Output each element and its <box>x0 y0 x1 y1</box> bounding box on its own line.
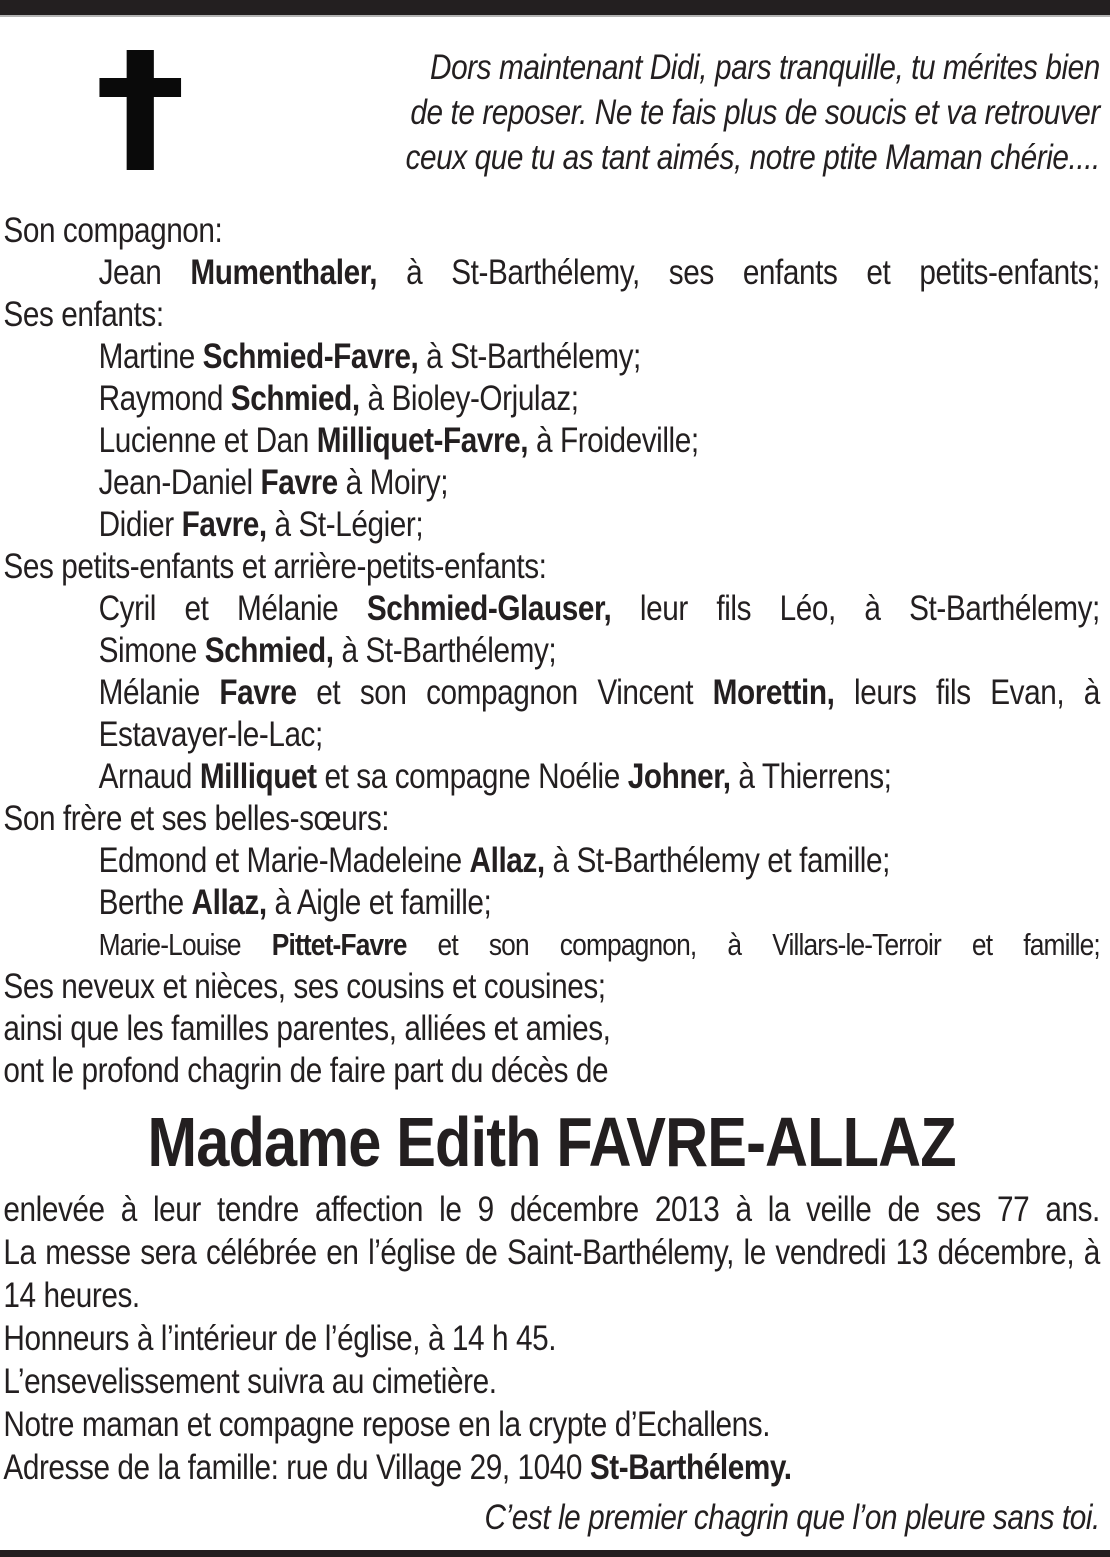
family-list <box>3 210 1100 1092</box>
family-group-label <box>3 1050 1100 1092</box>
text-segment: à Thierrens; <box>730 757 892 796</box>
text-segment: L’ensevelissement suivra au cimetière. <box>3 1362 497 1401</box>
closing-line: C’est le premier chagrin que l’on pleure sans toi. <box>484 1498 1100 1537</box>
notice-line <box>3 1188 1100 1231</box>
notice-line <box>3 924 1100 966</box>
text-segment: Cyril et Mélanie <box>98 589 367 628</box>
notice-line <box>3 1403 1100 1446</box>
epigraph <box>181 45 1100 180</box>
text-segment: à Aigle et famille; <box>266 883 492 922</box>
family-name-bold: Favre <box>219 673 297 712</box>
announcement <box>3 1188 1100 1489</box>
family-group-label <box>3 294 1100 336</box>
text-segment: Ses neveux et nièces, ses cousins et cousines; <box>3 967 606 1006</box>
family-name-bold: Schmied, <box>230 379 360 418</box>
text-segment: leurs fils Evan, à Estavayer-le-Lac; <box>98 673 1100 754</box>
notice-line <box>3 882 1100 924</box>
text-segment: Martine <box>98 337 203 376</box>
text-segment: Son compagnon: <box>3 211 223 250</box>
family-name-bold: Schmied-Favre, <box>202 337 419 376</box>
text-segment: et sa compagne Noélie <box>316 757 628 796</box>
family-name-bold: Johner, <box>627 757 731 796</box>
text-segment: à Froideville; <box>528 421 699 460</box>
epigraph-line: Dors maintenant Didi, pars tranquille, tu mérites bien <box>430 48 1100 87</box>
notice-line <box>3 756 1100 798</box>
text-segment: à Moiry; <box>337 463 449 502</box>
text-segment: ainsi que les familles parentes, alliées et amies, <box>3 1009 611 1048</box>
text-segment: Honneurs à l’intérieur de l’église, à 14 h 45. <box>3 1319 557 1358</box>
family-group-label <box>3 966 1100 1008</box>
notice-line <box>3 1446 1100 1489</box>
notice-line <box>3 252 1100 294</box>
text-segment: à St-Légier; <box>266 505 424 544</box>
text-segment: et son compagnon Vincent <box>296 673 713 712</box>
family-name-bold: Pittet-Favre <box>271 927 407 962</box>
text-segment: Jean <box>98 253 191 292</box>
family-name-bold: Mumenthaler, <box>190 253 378 292</box>
text-segment: Marie-Louise <box>98 927 272 962</box>
text-segment: Berthe <box>98 883 192 922</box>
family-name-bold: Schmied, <box>204 631 334 670</box>
family-name-bold: Favre <box>260 463 338 502</box>
notice-line <box>3 840 1100 882</box>
text-segment: Adresse de la famille: rue du Village 29, 1040 <box>3 1448 590 1487</box>
text-segment: leur fils Léo, à St-Barthélemy; <box>611 589 1100 628</box>
text-segment: Ses petits-enfants et arrière-petits-enfants: <box>3 547 547 586</box>
text-segment: ont le profond chagrin de faire part du décès de <box>3 1051 609 1090</box>
notice-line <box>3 1231 1100 1317</box>
family-group-label <box>3 1008 1100 1050</box>
text-segment: et son compagnon, à Villars-le-Terroir et famille; <box>406 927 1100 962</box>
family-name-bold: St-Barthélemy. <box>589 1448 792 1487</box>
top-border-bar <box>0 0 1110 17</box>
text-segment: à Bioley-Orjulaz; <box>359 379 579 418</box>
family-group-label <box>3 798 1100 840</box>
family-name-bold: Favre, <box>181 505 267 544</box>
text-segment: à St-Barthélemy, ses enfants et petits-enfants; <box>377 253 1100 292</box>
text-segment: Son frère et ses belles-sœurs: <box>3 799 390 838</box>
epigraph-line: ceux que tu as tant aimés, notre ptite Maman chérie.... <box>405 138 1100 177</box>
text-segment: Raymond <box>98 379 231 418</box>
text-segment: Didier <box>98 505 182 544</box>
text-segment: La messe sera célébrée en l’église de Saint-Barthélemy, le vendredi 13 décembre, à 14 heures. <box>3 1233 1100 1315</box>
text-segment: Simone <box>98 631 205 670</box>
notice-line <box>3 336 1100 378</box>
bottom-border-bar <box>0 1550 1110 1557</box>
text-segment: Jean-Daniel <box>98 463 261 502</box>
epigraph-line: de te reposer. Ne te fais plus de soucis et va retrouver <box>410 93 1100 132</box>
text-segment: Ses enfants: <box>3 295 164 334</box>
family-name-bold: Morettin, <box>712 673 835 712</box>
cross-icon <box>99 50 181 170</box>
family-group-label <box>3 546 1100 588</box>
notice-line <box>3 630 1100 672</box>
notice-line <box>3 588 1100 630</box>
text-segment: Arnaud <box>98 757 200 796</box>
text-segment: Edmond et Marie-Madeleine <box>98 841 470 880</box>
notice-line <box>3 378 1100 420</box>
text-segment: à St-Barthélemy; <box>333 631 557 670</box>
family-group-label <box>3 210 1100 252</box>
notice-line <box>3 672 1100 756</box>
notice-line <box>3 420 1100 462</box>
text-segment: enlevée à leur tendre affection le 9 décembre 2013 à la veille de ses 77 ans. <box>3 1190 1100 1229</box>
notice-line <box>3 1360 1100 1403</box>
family-name-bold: Allaz, <box>469 841 545 880</box>
header <box>3 45 1100 180</box>
family-name-bold: Schmied-Glauser, <box>366 589 612 628</box>
text-segment: à St-Barthélemy; <box>418 337 641 376</box>
notice-line <box>3 462 1100 504</box>
text-segment: Notre maman et compagne repose en la crypte d’Echallens. <box>3 1405 771 1444</box>
text-segment: Lucienne et Dan <box>98 421 317 460</box>
notice-line <box>3 504 1100 546</box>
page-title: Madame Edith FAVRE-ALLAZ <box>147 1103 956 1181</box>
text-segment: Mélanie <box>98 673 220 712</box>
family-name-bold: Milliquet-Favre, <box>316 421 529 460</box>
text-segment: à St-Barthélemy et famille; <box>544 841 890 880</box>
family-name-bold: Allaz, <box>191 883 267 922</box>
family-name-bold: Milliquet <box>199 757 317 796</box>
notice-line <box>3 1317 1100 1360</box>
